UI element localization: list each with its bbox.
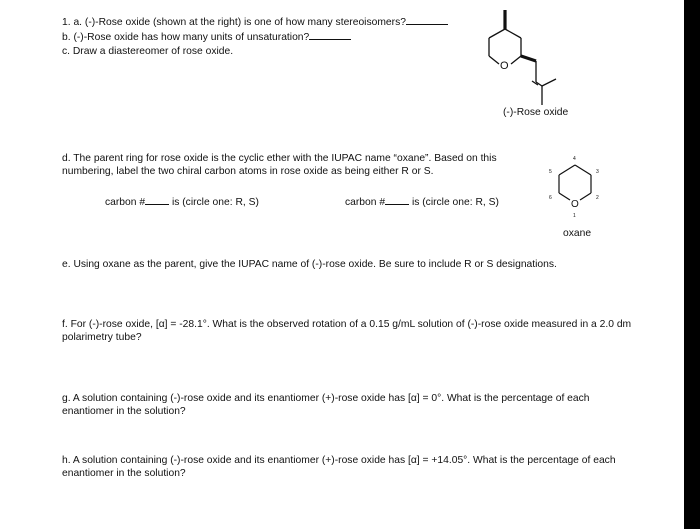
question-h: h. A solution containing (-)-rose oxide and its enantiomer (+)-rose oxide has [α] = +14.05°. What is the percentage of each enantiomer in the solution? <box>62 455 616 480</box>
ring-bond <box>489 29 505 38</box>
oxane-oxygen-label: O <box>571 199 579 210</box>
carbon-a-prefix: carbon # <box>105 197 146 208</box>
position-3-label: 3 <box>596 169 599 175</box>
ring-bond <box>505 29 521 38</box>
ring-bond <box>511 56 521 64</box>
position-5-label: 5 <box>549 169 552 175</box>
carbon-a-line <box>105 195 259 209</box>
ring-bond <box>580 193 591 200</box>
question-1a: 1. a. (-)-Rose oxide (shown at the right) is one of how many stereoisomers? <box>62 17 406 28</box>
side-chain-wedge-bond <box>521 56 536 61</box>
question-d: d. The parent ring for rose oxide is the cyclic ether with the IUPAC name “oxane”. Based on this numbering, label the two chiral carbon atoms in rose oxide as being either R or S. <box>62 153 497 178</box>
position-2-label: 2 <box>596 195 599 201</box>
carbon-b-suffix: is (circle one: R, S) <box>409 197 499 208</box>
question-1a-line <box>62 15 448 29</box>
rose-oxide-caption: (-)-Rose oxide <box>503 107 569 118</box>
carbon-a-suffix: is (circle one: R, S) <box>169 197 259 208</box>
position-1-label: 1 <box>573 213 576 219</box>
answer-blank-1a[interactable] <box>406 15 448 25</box>
ring-bond <box>559 165 575 175</box>
question-f: f. For (-)-rose oxide, [α] = -28.1°. What is the observed rotation of a 0.15 g/mL solution of (-)-rose oxide measured in a 2.0 dm polarimetry tube? <box>62 319 632 344</box>
rose-oxide-structure <box>470 5 570 115</box>
window-edge <box>684 0 700 529</box>
carbon-a-blank[interactable] <box>145 195 169 205</box>
question-g: g. A solution containing (-)-rose oxide and its enantiomer (+)-rose oxide has [α] = 0°. What is the percentage of each enantiomer in the solution? <box>62 393 590 418</box>
question-1c: c. Draw a diastereomer of rose oxide. <box>62 46 234 57</box>
ring-oxygen-label: O <box>500 60 509 72</box>
position-4-label: 4 <box>573 156 576 162</box>
ring-bond <box>489 56 499 64</box>
answer-blank-1b[interactable] <box>309 30 351 40</box>
carbon-b-blank[interactable] <box>385 195 409 205</box>
ring-bond <box>559 193 570 200</box>
carbon-b-prefix: carbon # <box>345 197 386 208</box>
carbon-b-line <box>345 195 499 209</box>
ring-bond <box>575 165 591 175</box>
oxane-structure <box>538 150 608 230</box>
question-e: e. Using oxane as the parent, give the IUPAC name of (-)-rose oxide. Be sure to include R or S designations. <box>62 259 557 270</box>
question-1b: b. (-)-Rose oxide has how many units of unsaturation? <box>62 32 310 43</box>
position-6-label: 6 <box>549 195 552 201</box>
question-1b-line <box>62 30 351 44</box>
oxane-caption: oxane <box>563 228 592 239</box>
methyl-bond <box>542 79 556 86</box>
